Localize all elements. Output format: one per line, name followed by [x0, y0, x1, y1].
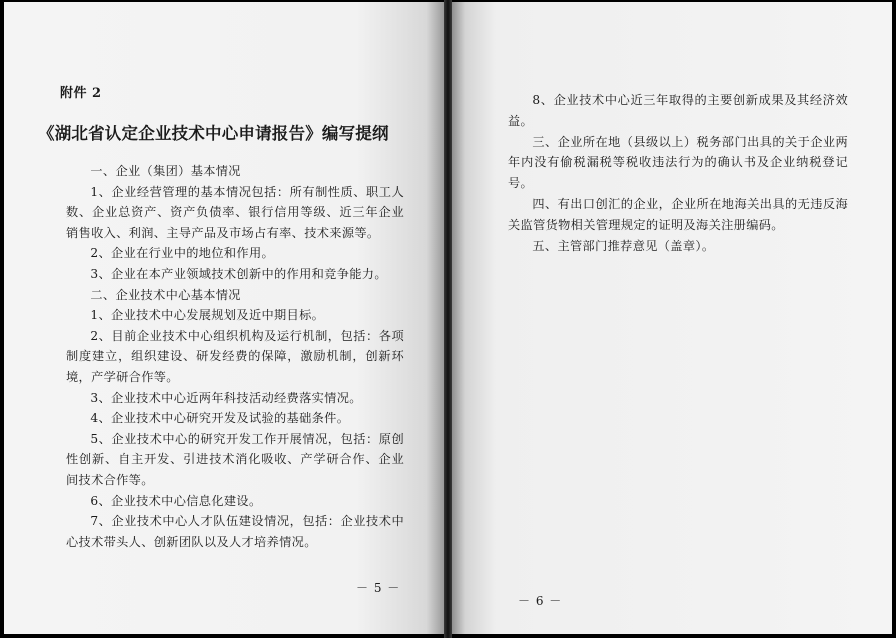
- section-heading-4: 四、有出口创汇的企业，企业所在地海关出具的无违反海关监管货物相关管理规定的证明及海关注册编码。: [508, 196, 848, 232]
- paragraph: 7、企业技术中心人才队伍建设情况，包括：企业技术中心技术带头人、创新团队以及人才培养情况。: [66, 514, 404, 549]
- section-heading-2: 二、企业技术中心基本情况: [90, 287, 241, 302]
- paragraph: 4、企业技术中心研究开发及试验的基础条件。: [90, 411, 350, 426]
- right-page-body: [508, 90, 848, 256]
- paragraph: 3、企业技术中心近两年科技活动经费落实情况。: [90, 390, 362, 405]
- paragraph: 3、企业在本产业领域技术创新中的作用和竞争能力。: [90, 266, 387, 281]
- page-number-right: － 6 －: [518, 594, 563, 608]
- attachment-label: 附件 2: [60, 86, 102, 101]
- section-heading-3: 三、企业所在地（县级以上）税务部门出具的关于企业两年内没有偷税漏税等税收违法行为的确认书及企业纳税登记号。: [508, 134, 848, 191]
- right-page: [452, 2, 892, 634]
- left-page: [4, 2, 444, 634]
- paragraph: 8、企业技术中心近三年取得的主要创新成果及其经济效益。: [508, 93, 848, 128]
- paragraph: 5、企业技术中心的研究开发工作开展情况，包括：原创性创新、自主开发、引进技术消化吸收、产学研合作、企业间技术合作等。: [66, 431, 404, 487]
- paragraph: 1、企业技术中心发展规划及近中期目标。: [90, 308, 325, 323]
- paragraph: 1、企业经营管理的基本情况包括：所有制性质、职工人数、企业总资产、资产负债率、银行信用等级、近三年企业销售收入、利润、主导产品及市场占有率、技术来源等。: [66, 184, 404, 240]
- page-number-left: － 5 －: [356, 581, 401, 595]
- left-page-body: [66, 161, 404, 552]
- paragraph: 2、企业在行业中的地位和作用。: [90, 246, 275, 261]
- section-heading-1: 一、企业（集团）基本情况: [90, 164, 241, 178]
- paragraph: 6、企业技术中心信息化建设。: [90, 493, 262, 508]
- book-gutter: [444, 0, 452, 638]
- document-title: 《湖北省认定企业技术中心申请报告》编写提纲: [38, 124, 389, 143]
- section-heading-5: 五、主管部门推荐意见（盖章）。: [532, 238, 715, 253]
- paragraph: 2、目前企业技术中心组织机构及运行机制，包括：各项制度建立，组织建设、研发经费的保障，激励机制，创新环境，产学研合作等。: [66, 328, 404, 384]
